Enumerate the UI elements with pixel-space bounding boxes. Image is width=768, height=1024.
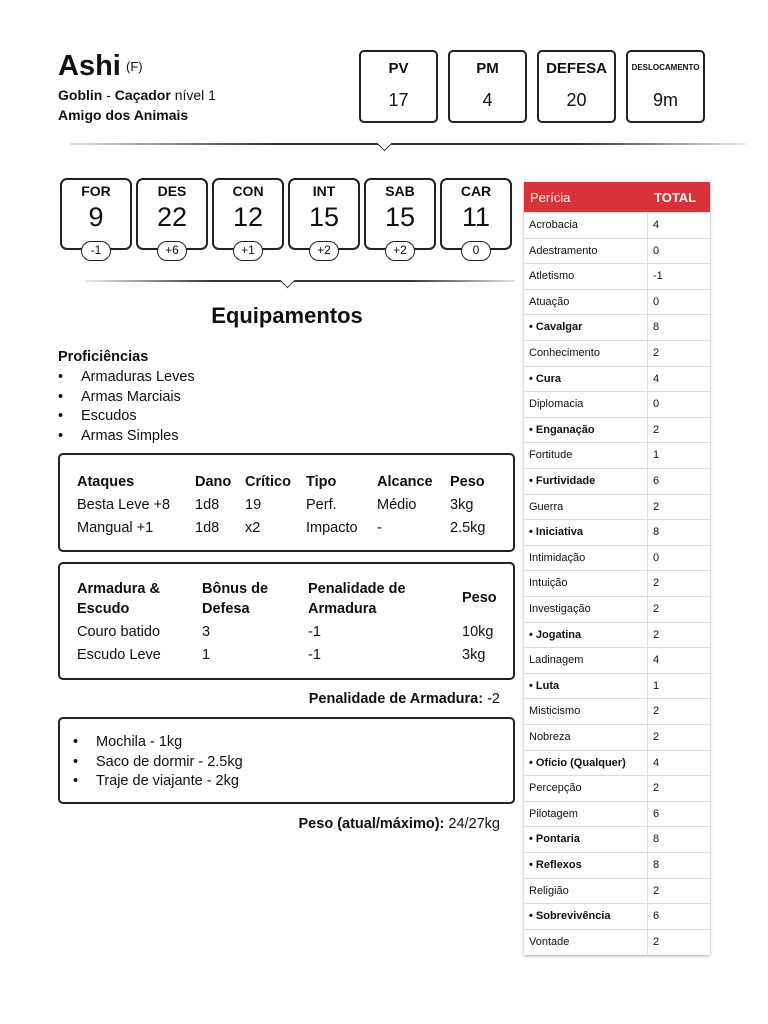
skill-name: Religião bbox=[529, 884, 569, 897]
attribute-modifier: +6 bbox=[157, 241, 187, 261]
column-divider bbox=[647, 930, 648, 955]
table-cell: -1 bbox=[308, 624, 321, 640]
attribute-for bbox=[60, 178, 132, 250]
equipment-title: Equipamentos bbox=[211, 303, 363, 328]
column-header: Dano bbox=[195, 474, 232, 490]
skill-name: Ladinagem bbox=[529, 654, 584, 667]
skill-name: • Enganação bbox=[529, 423, 595, 436]
column-divider bbox=[647, 776, 648, 801]
skill-name: Intuição bbox=[529, 577, 568, 590]
skill-name: • Reflexos bbox=[529, 859, 582, 871]
stat-box-pm bbox=[448, 50, 527, 123]
skill-name: Diplomacia bbox=[529, 398, 584, 411]
column-divider bbox=[647, 495, 648, 520]
attribute-value: 9 bbox=[88, 202, 104, 232]
table-row bbox=[524, 468, 710, 494]
skills-table bbox=[524, 182, 710, 955]
attribute-car bbox=[440, 178, 512, 250]
table-row bbox=[524, 442, 710, 468]
attribute-label: CON bbox=[232, 183, 264, 199]
table-cell: Impacto bbox=[306, 520, 358, 536]
skill-name: Fortitude bbox=[529, 449, 573, 462]
column-divider bbox=[647, 418, 648, 443]
table-row bbox=[524, 314, 710, 340]
attribute-value: 15 bbox=[308, 202, 340, 232]
skill-name: • Cura bbox=[529, 372, 561, 385]
skill-name: Misticismo bbox=[529, 705, 581, 718]
stat-box-pv bbox=[359, 50, 438, 123]
column-divider bbox=[647, 699, 648, 724]
character-class: Caçador bbox=[114, 87, 171, 103]
stat-value: 9m bbox=[652, 90, 678, 110]
table-cell: - bbox=[377, 520, 382, 536]
column-header: Penalidade de Armadura bbox=[308, 581, 406, 617]
armor-penalty-label: Penalidade de Armadura: bbox=[308, 691, 484, 707]
skill-total: 2 bbox=[653, 782, 660, 795]
column-header: Bônus de Defesa bbox=[202, 581, 269, 617]
table-row bbox=[524, 903, 710, 929]
attribute-modifier: 0 bbox=[461, 241, 491, 261]
attribute-label: CAR bbox=[460, 183, 492, 199]
table-cell: 19 bbox=[245, 497, 262, 513]
header-divider-notch bbox=[377, 136, 393, 152]
attribute-des bbox=[136, 178, 208, 250]
attribute-value: 12 bbox=[232, 202, 264, 232]
skill-total: 2 bbox=[653, 705, 660, 718]
column-divider bbox=[647, 571, 648, 596]
proficiencies-title: Proficiências bbox=[58, 349, 149, 365]
column-header: Ataques bbox=[77, 474, 135, 490]
skill-name: • Furtividade bbox=[529, 475, 596, 487]
list-item: • Armas Simples bbox=[58, 428, 195, 448]
table-row bbox=[524, 852, 710, 878]
stat-label: PV bbox=[388, 60, 409, 77]
column-header: Alcance bbox=[377, 474, 433, 490]
list-item: • Saco de dormir - 2.5kg bbox=[73, 754, 243, 774]
skill-name: Adestramento bbox=[529, 244, 598, 257]
column-divider bbox=[647, 341, 648, 366]
character-race: Goblin bbox=[58, 87, 103, 103]
attribute-label: SAB bbox=[385, 183, 415, 199]
column-divider bbox=[647, 904, 648, 929]
table-row bbox=[524, 391, 710, 417]
column-divider bbox=[647, 623, 648, 648]
column-divider bbox=[647, 520, 648, 545]
skill-name: • Iniciativa bbox=[529, 526, 583, 539]
column-divider bbox=[647, 879, 648, 904]
column-header: Peso bbox=[450, 474, 485, 490]
table-row bbox=[524, 826, 710, 852]
armor-table bbox=[58, 562, 515, 680]
table-row bbox=[524, 724, 710, 750]
attribute-value: 22 bbox=[156, 202, 188, 232]
skill-total: 8 bbox=[653, 859, 660, 871]
attribute-modifier: -1 bbox=[81, 241, 111, 261]
column-divider bbox=[647, 213, 648, 238]
attribute-sab bbox=[364, 178, 436, 250]
column-divider bbox=[647, 264, 648, 289]
skill-total: 4 bbox=[653, 756, 660, 769]
attribute-value: 15 bbox=[384, 202, 416, 232]
weight-summary bbox=[299, 816, 500, 832]
skill-name: • Luta bbox=[529, 679, 560, 692]
attribute-value: 11 bbox=[461, 202, 491, 232]
items-list bbox=[73, 734, 243, 793]
skill-total: 2 bbox=[653, 935, 660, 948]
column-divider bbox=[647, 597, 648, 622]
skill-total: 1 bbox=[653, 679, 660, 692]
skills-header bbox=[524, 182, 710, 212]
skill-total: -1 bbox=[653, 270, 663, 283]
skill-total: 1 bbox=[653, 449, 660, 462]
skill-total: 8 bbox=[653, 321, 660, 334]
column-divider bbox=[647, 751, 648, 776]
attribute-label: DES bbox=[157, 183, 187, 199]
skill-total: 2 bbox=[653, 628, 660, 641]
weight-label: Peso (atual/máximo): bbox=[298, 816, 445, 832]
attribute-label: INT bbox=[312, 183, 336, 199]
skill-total: 2 bbox=[653, 731, 660, 743]
skills-header-total: TOTAL bbox=[654, 190, 697, 205]
column-divider bbox=[647, 239, 648, 264]
skill-name: Guerra bbox=[529, 500, 564, 513]
skill-total: 2 bbox=[653, 423, 660, 436]
table-row bbox=[524, 238, 710, 264]
table-row bbox=[524, 494, 710, 520]
skill-total: 6 bbox=[653, 807, 660, 820]
stat-box-defesa bbox=[537, 50, 616, 123]
table-cell: 3 bbox=[202, 624, 211, 640]
table-cell: -1 bbox=[308, 647, 321, 663]
proficiencies-list bbox=[58, 369, 195, 447]
skill-name: Nobreza bbox=[529, 731, 571, 743]
skills-header-skill: Perícia bbox=[530, 190, 571, 205]
table-row bbox=[524, 340, 710, 366]
table-row bbox=[524, 289, 710, 315]
column-divider bbox=[647, 674, 648, 699]
skill-name: • Pontaria bbox=[529, 833, 580, 846]
header-divider bbox=[70, 143, 746, 145]
table-cell: Couro batido bbox=[77, 624, 161, 640]
column-divider bbox=[647, 546, 648, 571]
stat-value: 17 bbox=[388, 90, 409, 110]
column-divider bbox=[647, 443, 648, 468]
column-divider bbox=[647, 367, 648, 392]
character-name: Ashi bbox=[58, 50, 121, 82]
list-item: • Armaduras Leves bbox=[58, 369, 195, 389]
list-item: • Mochila - 1kg bbox=[73, 734, 243, 754]
armor-penalty bbox=[309, 691, 500, 707]
list-item: • Escudos bbox=[58, 408, 195, 428]
skill-total: 2 bbox=[653, 884, 660, 897]
table-cell: Perf. bbox=[306, 497, 337, 513]
attributes-divider bbox=[85, 280, 515, 282]
skill-total: 0 bbox=[653, 398, 660, 411]
table-row bbox=[524, 878, 710, 904]
table-cell: 1d8 bbox=[195, 497, 220, 513]
table-row bbox=[524, 366, 710, 392]
table-row bbox=[524, 750, 710, 776]
skill-name: • Cavalgar bbox=[529, 321, 583, 334]
attributes-divider-notch bbox=[280, 273, 296, 289]
table-row bbox=[524, 596, 710, 622]
armor-penalty-value: -2 bbox=[483, 691, 500, 707]
skill-total: 0 bbox=[653, 551, 660, 564]
stat-label: DESLOCAMENTO bbox=[631, 63, 700, 72]
skill-name: Acrobacia bbox=[529, 219, 578, 231]
skill-total: 8 bbox=[653, 526, 660, 539]
table-row bbox=[524, 570, 710, 596]
attribute-modifier: +2 bbox=[309, 241, 339, 261]
table-row bbox=[524, 263, 710, 289]
table-row bbox=[524, 929, 710, 955]
attribute-int bbox=[288, 178, 360, 250]
character-race-class bbox=[58, 87, 216, 103]
skill-total: 8 bbox=[653, 833, 660, 846]
stat-value: 4 bbox=[482, 90, 493, 110]
skill-total: 4 bbox=[653, 654, 660, 667]
attribute-modifier: +2 bbox=[385, 241, 415, 261]
table-cell: 3kg bbox=[462, 647, 486, 663]
column-divider bbox=[647, 315, 648, 340]
column-divider bbox=[647, 827, 648, 852]
race-class-separator: - bbox=[102, 87, 115, 103]
skill-total: 2 bbox=[653, 603, 660, 615]
column-header: Armadura & Escudo bbox=[77, 581, 160, 617]
character-origin: Amigo dos Animais bbox=[58, 107, 189, 123]
table-row bbox=[524, 519, 710, 545]
skill-total: 2 bbox=[653, 577, 660, 590]
skill-name: Atletismo bbox=[529, 270, 575, 283]
skill-total: 4 bbox=[653, 372, 660, 385]
stat-label: PM bbox=[476, 60, 499, 77]
table-row bbox=[524, 673, 710, 699]
attacks-table bbox=[58, 453, 515, 552]
table-row bbox=[524, 545, 710, 571]
table-row bbox=[524, 622, 710, 648]
skill-total: 2 bbox=[653, 347, 660, 359]
character-level: nível 1 bbox=[170, 87, 216, 103]
list-item: • Armas Marciais bbox=[58, 389, 195, 409]
table-row bbox=[524, 212, 710, 238]
skill-name: Investigação bbox=[529, 603, 591, 615]
column-header: Crítico bbox=[245, 474, 291, 490]
column-header: Peso bbox=[462, 590, 497, 606]
table-cell: 3kg bbox=[450, 497, 474, 513]
skill-total: 0 bbox=[653, 295, 660, 308]
table-cell: Besta Leve +8 bbox=[77, 497, 171, 513]
column-divider bbox=[647, 725, 648, 750]
attribute-con bbox=[212, 178, 284, 250]
table-cell: 10kg bbox=[462, 624, 494, 640]
stat-value: 20 bbox=[566, 90, 587, 110]
table-cell: Médio bbox=[377, 497, 417, 513]
skill-name: • Sobrevivência bbox=[529, 910, 611, 923]
table-row bbox=[524, 801, 710, 827]
column-divider bbox=[647, 392, 648, 417]
column-header: Tipo bbox=[306, 474, 337, 490]
attribute-modifier: +1 bbox=[233, 241, 263, 261]
column-divider bbox=[647, 802, 648, 827]
list-item: • Traje de viajante - 2kg bbox=[73, 773, 243, 793]
column-divider bbox=[647, 469, 648, 494]
stat-box-deslocamento bbox=[626, 50, 705, 123]
skill-total: 6 bbox=[653, 475, 660, 487]
table-row bbox=[524, 647, 710, 673]
skill-total: 4 bbox=[653, 219, 660, 231]
table-cell: Escudo Leve bbox=[77, 647, 161, 663]
table-row bbox=[524, 698, 710, 724]
skill-total: 2 bbox=[653, 500, 660, 513]
skill-name: Conhecimento bbox=[529, 347, 600, 359]
skill-name: Intimidação bbox=[529, 551, 586, 564]
column-divider bbox=[647, 853, 648, 878]
table-row bbox=[524, 775, 710, 801]
skill-name: Percepção bbox=[529, 782, 582, 795]
column-divider bbox=[647, 648, 648, 673]
table-cell: 1 bbox=[202, 647, 211, 663]
table-cell: 1d8 bbox=[195, 520, 220, 536]
attribute-label: FOR bbox=[81, 183, 111, 199]
skill-name: Pilotagem bbox=[529, 807, 578, 820]
skill-total: 6 bbox=[653, 910, 660, 923]
table-cell: x2 bbox=[245, 520, 261, 536]
column-divider bbox=[647, 290, 648, 315]
table-row bbox=[524, 417, 710, 443]
weight-value: 24/27kg bbox=[444, 816, 500, 832]
character-gender: (F) bbox=[126, 59, 143, 74]
table-cell: Mangual +1 bbox=[77, 520, 154, 536]
skill-name: Atuação bbox=[529, 295, 570, 308]
skill-name: • Ofício (Qualquer) bbox=[529, 756, 626, 769]
skill-total: 0 bbox=[653, 244, 660, 257]
skill-name: Vontade bbox=[529, 935, 570, 948]
stat-label: DEFESA bbox=[546, 60, 607, 77]
skill-name: • Jogatina bbox=[529, 628, 582, 641]
table-cell: 2.5kg bbox=[450, 520, 486, 536]
